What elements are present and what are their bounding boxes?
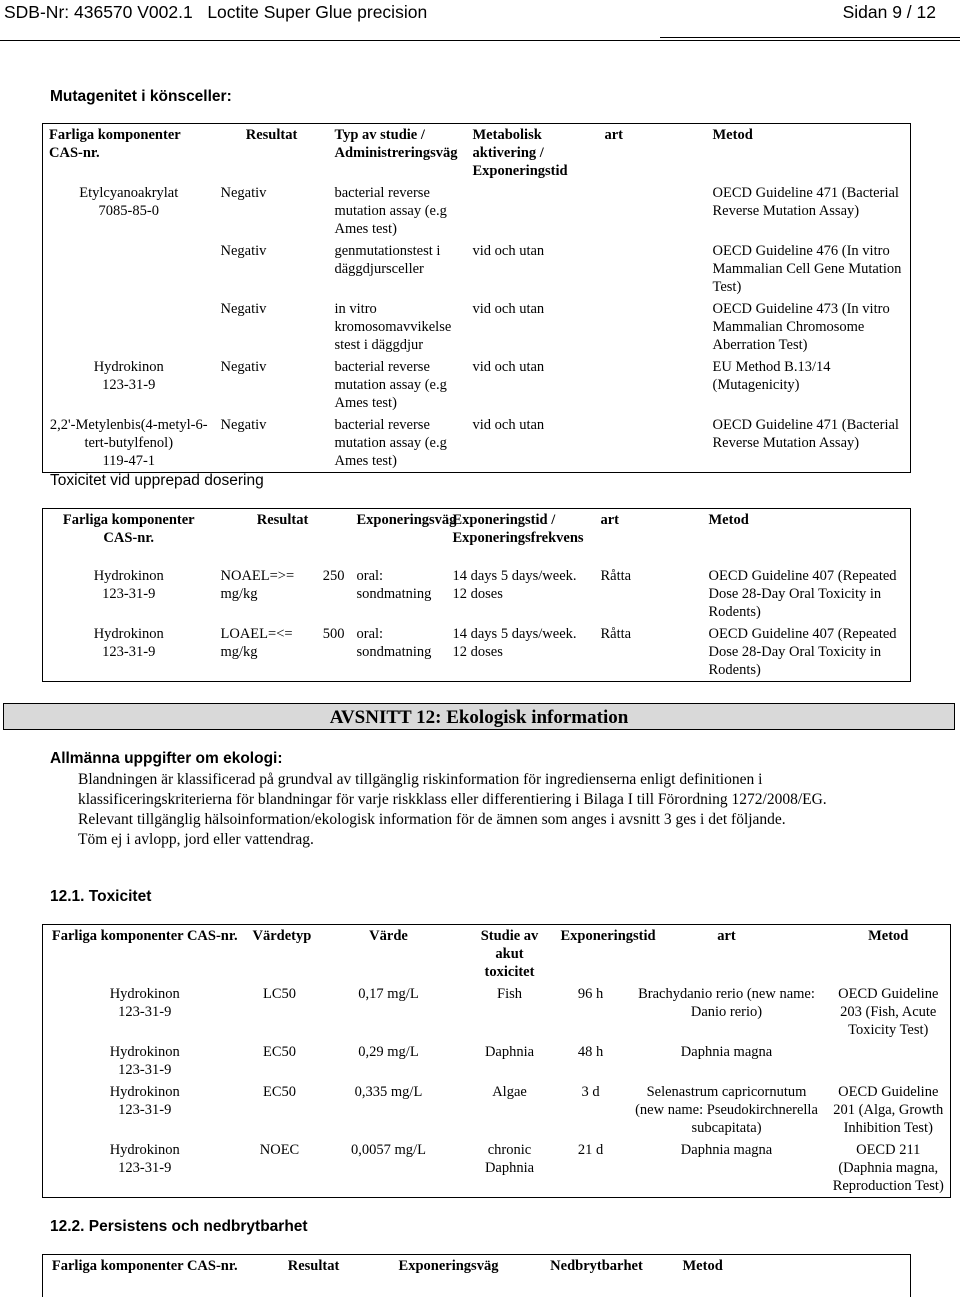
table-row <box>43 1081 951 1139</box>
repeat-result-value: 500 <box>322 625 345 642</box>
doc-id: SDB-Nr: 436570 V002.1 <box>4 2 193 22</box>
mutagen-method: OECD Guideline 471 (Bacterial Reverse Mutation Assay) <box>712 185 899 219</box>
repeat-result-type: NOAEL=>= <box>220 567 295 584</box>
mutagen-method: EU Method B.13/14 (Mutagenicity) <box>712 359 831 393</box>
toxicity-title: 12.1. Toxicitet <box>50 888 152 905</box>
table-row <box>43 1041 951 1081</box>
mutagen-meta: vid och utan <box>472 243 545 259</box>
tox-h-vtype: Värdetyp <box>252 928 312 944</box>
mutagen-result: Negativ <box>220 301 267 317</box>
tox-time: 3 d <box>581 1084 600 1100</box>
table-row <box>43 565 911 623</box>
repeat-header-row <box>43 509 911 565</box>
tox-comp: Hydrokinon 123-31-9 <box>109 1084 180 1118</box>
repeat-result <box>215 623 351 682</box>
tox-h-time: Exponeringstid <box>560 928 656 944</box>
mutagen-type: in vitro kromosomavvikelse stest i däggdjur <box>334 301 452 353</box>
persist-h-result: Resultat <box>287 1258 340 1274</box>
toxicity-header-row <box>43 925 951 984</box>
doc-id-and-product <box>4 2 427 23</box>
tox-study: Algae <box>492 1084 527 1100</box>
tox-comp: Hydrokinon 123-31-9 <box>109 986 180 1020</box>
tox-value: 0,29 mg/L <box>358 1044 419 1060</box>
tox-art: Daphnia magna <box>680 1142 773 1158</box>
tox-study: Daphnia <box>484 1044 535 1060</box>
page-number: Sidan 9 / 12 <box>842 2 936 22</box>
mutagen-type: genmutationstest i däggdjursceller <box>334 243 441 277</box>
tox-value: 0,17 mg/L <box>358 986 419 1002</box>
tox-method <box>827 1041 951 1081</box>
repeat-art: Råtta <box>600 567 632 584</box>
page-header <box>0 0 960 40</box>
repeat-h-route: Exponeringsväg <box>356 512 457 528</box>
repeat-route: oral: sondmatning <box>356 625 432 660</box>
repeat-art: Råtta <box>600 625 632 642</box>
repeat-result-type: LOAEL=<= <box>220 625 293 642</box>
mutagen-result: Negativ <box>220 243 267 259</box>
tox-h-value: Värde <box>369 928 408 944</box>
product-name: Loctite Super Glue precision <box>207 2 428 22</box>
table-row <box>43 1139 951 1198</box>
tox-time: 96 h <box>577 986 604 1002</box>
tox-study: chronic Daphnia <box>484 1142 535 1176</box>
tox-study: Fish <box>497 986 522 1002</box>
mutagen-comp: Hydrokinon 123-31-9 <box>93 359 164 393</box>
table-row <box>43 356 911 414</box>
mutagen-meta: vid och utan <box>472 301 545 317</box>
mutagen-result: Negativ <box>220 185 267 201</box>
mutagen-h-meta: Metabolisk aktivering / Exponeringstid <box>472 127 568 179</box>
tox-method: OECD Guideline 201 (Alga, Growth Inhibition Test) <box>833 1084 944 1136</box>
persistence-table <box>42 1254 911 1297</box>
mutagen-h-method: Metod <box>712 127 753 143</box>
persistence-title: 12.2. Persistens och nedbrytbarhet <box>50 1218 308 1235</box>
tox-art: Selenastrum capricornutum (new name: Pseudokirchnerella subcapitata) <box>635 1084 818 1136</box>
repeat-method: OECD Guideline 407 (Repeated Dose 28-Day Oral Toxicity in Rodents) <box>708 567 897 620</box>
persist-h-degrad: Nedbrytbarhet <box>550 1258 643 1274</box>
mutagen-h-comp: Farliga komponenter CAS-nr. <box>49 127 181 161</box>
tox-comp: Hydrokinon 123-31-9 <box>109 1142 180 1176</box>
tox-vtype: NOEC <box>259 1142 300 1158</box>
tox-vtype: LC50 <box>262 986 297 1002</box>
mutagen-art <box>599 298 707 356</box>
toxicity-table <box>42 924 951 1198</box>
table-row <box>43 983 951 1041</box>
repeat-time: 14 days 5 days/week. 12 doses <box>452 567 577 602</box>
repeat-comp: Hydrokinon 123-31-9 <box>93 625 164 660</box>
repeat-result <box>215 565 351 623</box>
repeat-h-time: Exponeringstid / Exponeringsfrekvens <box>452 512 584 546</box>
tox-time: 48 h <box>577 1044 604 1060</box>
persistence-header-row <box>43 1255 911 1297</box>
tox-vtype: EC50 <box>262 1044 297 1060</box>
tox-art: Brachydanio rerio (new name: Danio rerio) <box>638 986 815 1020</box>
repeat-table <box>42 508 911 682</box>
mutagen-result: Negativ <box>220 359 267 375</box>
mutagen-meta <box>467 182 599 240</box>
mutagen-type: bacterial reverse mutation assay (e.g Ames test) <box>334 359 447 411</box>
mutagen-method: OECD Guideline 473 (In vitro Mammalian Chromosome Aberration Test) <box>712 301 890 353</box>
tox-method: OECD 211 (Daphnia magna, Reproduction Test) <box>832 1142 944 1194</box>
repeat-h-comp: Farliga komponenter CAS-nr. <box>62 512 195 546</box>
repeat-time: 14 days 5 days/week. 12 doses <box>452 625 577 660</box>
mutagen-table <box>42 123 911 473</box>
mutagen-meta: vid och utan <box>472 417 545 433</box>
mutagen-type: bacterial reverse mutation assay (e.g Ames test) <box>334 185 447 237</box>
mutagen-comp: Etylcyanoakrylat 7085-85-0 <box>79 185 179 219</box>
mutagen-h-result: Resultat <box>245 127 298 143</box>
persist-h-comp: Farliga komponenter CAS-nr. <box>51 1258 238 1274</box>
table-row <box>43 623 911 682</box>
ecology-line-2: klassificeringskriterierna för blandningar för varje riskklass eller differentiering i Bilaga I till Förordning 1272/2008/EG. <box>78 791 827 808</box>
mutagen-art <box>599 356 707 414</box>
repeat-h-method: Metod <box>708 512 749 528</box>
tox-h-method: Metod <box>868 928 909 944</box>
tox-h-study: Studie av akut toxicitet <box>480 928 539 980</box>
mutagen-art <box>599 414 707 473</box>
table-row <box>43 182 911 240</box>
mutagen-art <box>599 182 707 240</box>
tox-vtype: EC50 <box>262 1084 297 1100</box>
persist-h-method: Metod <box>682 1258 723 1274</box>
ecology-line-1: Blandningen är klassificerad på grundval av tillgänglig riskinformation för ingredienserna enligt definitionen i <box>78 771 763 788</box>
repeat-result-value: 250 <box>322 567 345 584</box>
header-rule-top <box>660 37 960 38</box>
mutagen-comp: 2,2'-Metylenbis(4-metyl-6-tert-butylfenol) 119-47-1 <box>49 417 208 469</box>
repeat-comp: Hydrokinon 123-31-9 <box>93 567 164 602</box>
mutagen-title: Mutagenitet i könsceller: <box>50 88 232 105</box>
repeat-result-unit: mg/kg <box>220 643 258 660</box>
mutagen-method: OECD Guideline 471 (Bacterial Reverse Mutation Assay) <box>712 417 899 451</box>
tox-method: OECD Guideline 203 (Fish, Acute Toxicity Test) <box>838 986 939 1038</box>
tox-value: 0,335 mg/L <box>354 1084 423 1100</box>
repeat-method: OECD Guideline 407 (Repeated Dose 28-Day Oral Toxicity in Rodents) <box>708 625 897 678</box>
tox-value: 0,0057 mg/L <box>351 1142 426 1158</box>
mutagen-h-type: Typ av studie / Administreringsväg <box>334 127 458 161</box>
mutagen-type: bacterial reverse mutation assay (e.g Ames test) <box>334 417 447 469</box>
mutagen-art <box>599 240 707 298</box>
tox-comp: Hydrokinon 123-31-9 <box>109 1044 180 1078</box>
tox-art: Daphnia magna <box>680 1044 773 1060</box>
ecology-line-4: Töm ej i avlopp, jord eller vattendrag. <box>78 831 314 848</box>
section-12-banner: AVSNITT 12: Ekologisk information <box>3 703 955 730</box>
mutagen-meta: vid och utan <box>472 359 545 375</box>
mutagen-header-row <box>43 124 911 183</box>
persist-h-route: Exponeringsväg <box>398 1258 499 1274</box>
general-ecology-title: Allmänna uppgifter om ekologi: <box>50 750 283 767</box>
mutagen-h-art: art <box>604 127 624 143</box>
ecology-line-3: Relevant tillgänglig hälsoinformation/ekologisk information för de ämnen som anges i avsnitt 3 ges i det följande. <box>78 811 786 828</box>
mutagen-method: OECD Guideline 476 (In vitro Mammalian Cell Gene Mutation Test) <box>712 243 902 295</box>
header-rule <box>0 40 960 41</box>
repeat-result-unit: mg/kg <box>220 585 258 602</box>
repeat-h-result: Resultat <box>256 512 309 528</box>
tox-time: 21 d <box>577 1142 604 1158</box>
repeat-title: Toxicitet vid upprepad dosering <box>50 472 264 489</box>
table-row <box>43 414 911 473</box>
general-ecology-text <box>78 770 938 850</box>
tox-h-comp: Farliga komponenter CAS-nr. <box>51 928 238 944</box>
repeat-route: oral: sondmatning <box>356 567 432 602</box>
repeat-h-art: art <box>600 512 620 528</box>
mutagen-result: Negativ <box>220 417 267 433</box>
tox-h-art: art <box>717 928 736 944</box>
